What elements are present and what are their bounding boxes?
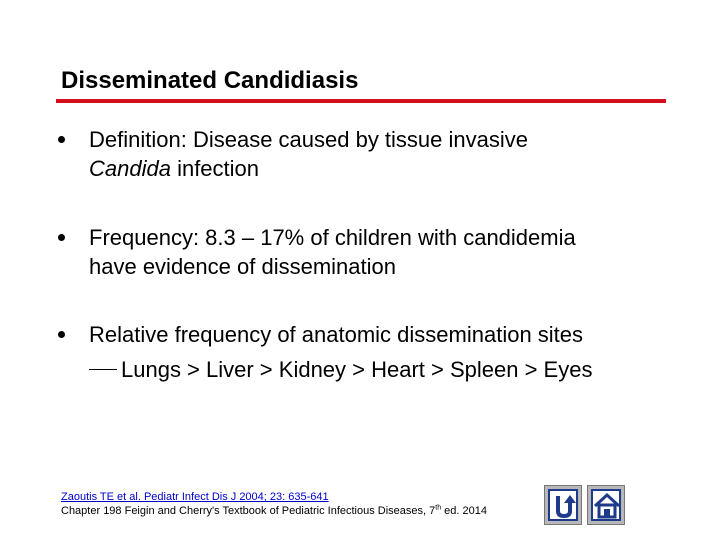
return-button[interactable] <box>544 485 582 525</box>
bullet-text <box>89 125 689 183</box>
bullet-dot-icon <box>58 136 65 143</box>
return-button-face <box>548 489 578 521</box>
organism-name: Candida <box>89 156 171 181</box>
title-divider <box>56 99 666 103</box>
sub-bullet <box>89 355 689 384</box>
home-button-face <box>591 489 621 521</box>
references <box>61 490 487 518</box>
bullet-line: Definition: Disease caused by tissue invasive <box>89 127 529 152</box>
return-arrow-icon <box>550 491 578 521</box>
reference-text <box>61 504 487 518</box>
bullet-text <box>89 320 689 384</box>
bullet-line: Relative frequency of anatomic dissemination sites <box>89 322 584 347</box>
home-icon <box>593 491 621 521</box>
bullet-line-rest: infection <box>170 156 260 181</box>
bullet-text <box>89 223 689 281</box>
home-button[interactable] <box>587 485 625 525</box>
reference-text-end: ed. 2014 <box>441 505 487 517</box>
reference-text-main: Chapter 198 Feigin and Cherry's Textbook of Pediatric Infectious Diseases, 7 <box>61 505 436 517</box>
reference-superscript: th <box>435 504 442 512</box>
bullet-dot-icon <box>58 331 65 338</box>
bullet-line <box>89 154 689 183</box>
reference-link[interactable]: Zaoutis TE et al. Pediatr Infect Dis J 2004; 23: 635-641 <box>61 491 329 503</box>
dash-icon <box>89 369 117 370</box>
sub-bullet-text: Lungs > Liver > Kidney > Heart > Spleen > Eyes <box>121 357 593 382</box>
slide-title: Disseminated Candidiasis <box>61 67 359 94</box>
bullet-line: Frequency: 8.3 – 17% of children with candidemia <box>89 225 576 250</box>
bullet-dot-icon <box>58 234 65 241</box>
bullet-line: have evidence of dissemination <box>89 254 396 279</box>
